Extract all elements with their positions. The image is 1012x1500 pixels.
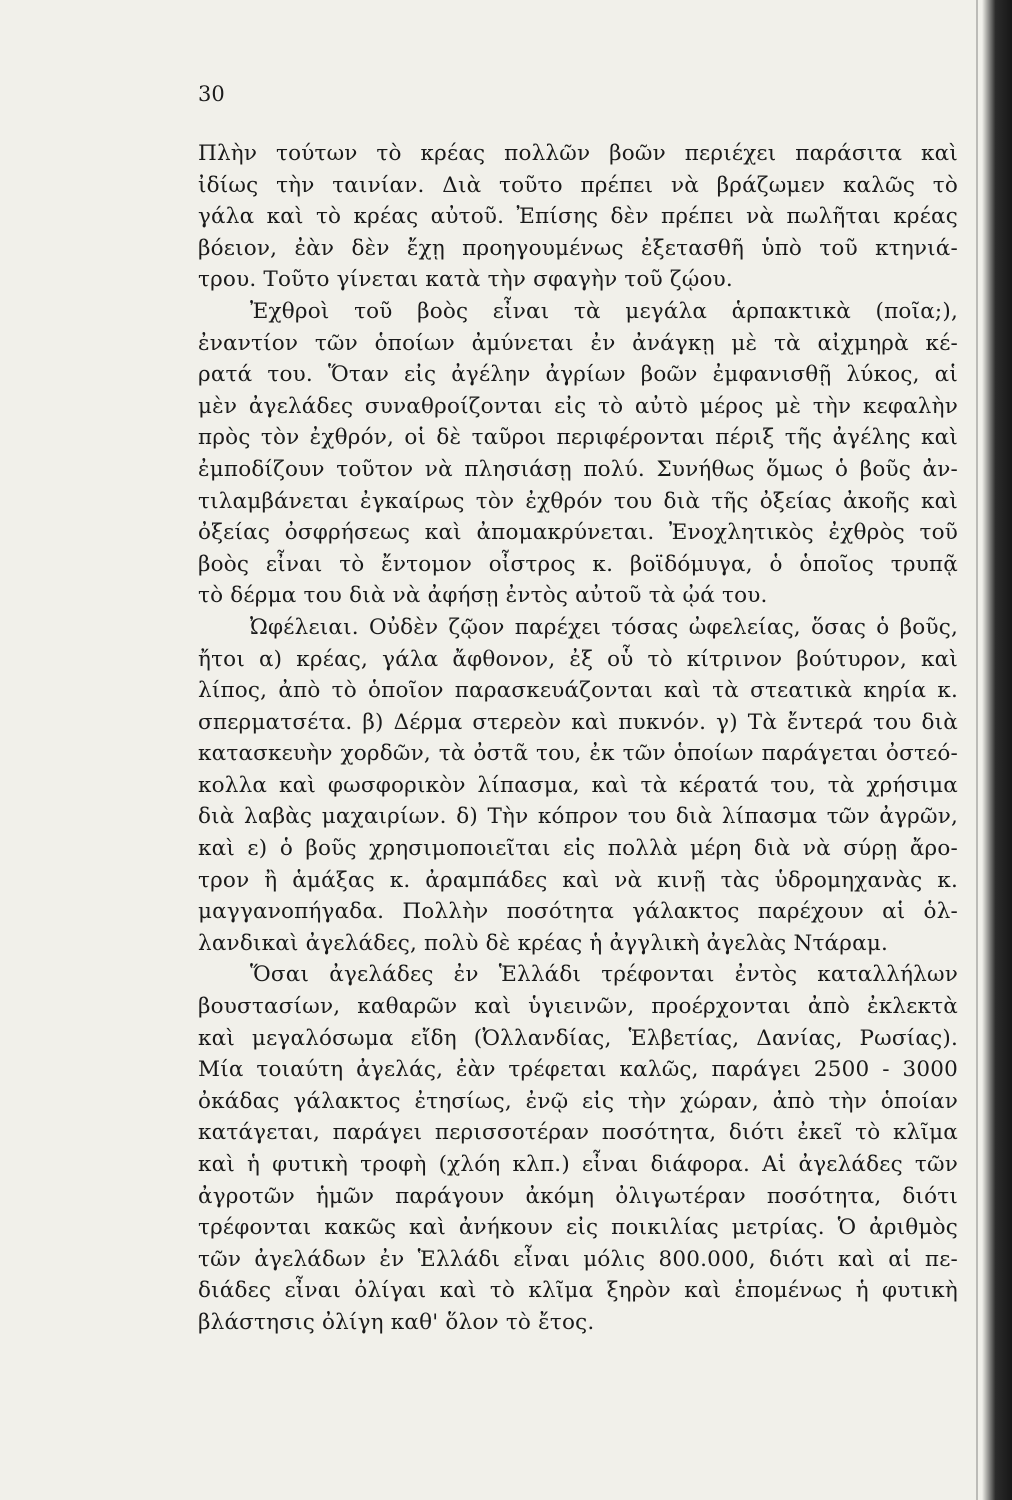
text-line: ἤτοι α) κρέας, γάλα ἄφθονον, ἐξ οὗ τὸ κίτρινον βούτυρον, καὶ [198, 646, 958, 672]
text-line: λανδικαὶ ἀγελάδες, πολὺ δὲ κρέας ἡ ἀγγλικὴ ἀγελὰς Ντάραμ. [198, 930, 889, 956]
text-line: καὶ ἡ φυτικὴ τροφὴ (χλόη κλπ.) εἶναι διάφορα. Αἱ ἀγελάδες τῶν [198, 1152, 958, 1177]
text-line: τῶν ἀγελάδων ἐν Ἑλλάδι εἶναι μόλις 800.000, διότι καὶ αἱ πε- [198, 1246, 958, 1272]
text-line: τιλαμβάνεται ἐγκαίρως τὸν ἐχθρόν του διὰ τῆς ὀξείας ἀκοῆς καὶ [198, 488, 958, 514]
text-line: Μία τοιαύτη ἀγελάς, ἐὰν τρέφεται καλῶς, παράγει 2500 - 3000 [198, 1057, 958, 1083]
text-line: λίπος, ἀπὸ τὸ ὁποῖον παρασκευάζονται καὶ τὰ στεατικὰ κηρία κ. [198, 678, 958, 704]
text-line: Ὠφέλειαι. Οὐδὲν ζῷον παρέχει τόσας ὠφελείας, ὅσας ὁ βοῦς, [250, 614, 958, 640]
text-line: βόειον, ἐὰν δὲν ἔχῃ προηγουμένως ἐξετασθῆ ὑπὸ τοῦ κτηνιά- [198, 235, 958, 261]
text-line: διάδες εἶναι ὀλίγαι καὶ τὸ κλῖμα ξηρὸν καὶ ἑπομένως ἡ φυτικὴ [198, 1278, 958, 1304]
text-line: σπερματσέτα. β) Δέρμα στερεὸν καὶ πυκνόν. γ) Τὰ ἔντερά του διὰ [198, 709, 958, 735]
text-line: ὀκάδας γάλακτος ἐτησίως, ἐνῷ εἰς τὴν χώραν, ἀπὸ τὴν ὁποίαν [198, 1088, 958, 1114]
text-line: Ὅσαι ἀγελάδες ἐν Ἑλλάδι τρέφονται ἐντὸς καταλλήλων [250, 962, 958, 988]
text-line: ἐναντίον τῶν ὁποίων ἀμύνεται ἐν ἀνάγκῃ μὲ τὰ αἰχμηρὰ κέ- [198, 330, 958, 356]
text-line: ἀγροτῶν ἡμῶν παράγουν ἀκόμη ὀλιγωτέραν ποσότητα, διότι [198, 1183, 958, 1209]
page-edge-shadow [982, 0, 1012, 1500]
text-line: τρέφονται κακῶς καὶ ἀνήκουν εἰς ποικιλίας μετρίας. Ὁ ἀριθμὸς [198, 1215, 958, 1241]
text-line: πρὸς τὸν ἐχθρόν, οἱ δὲ ταῦροι περιφέρονται πέριξ τῆς ἀγέλης καὶ [198, 425, 958, 451]
text-line: τρον ἢ ἁμάξας κ. ἀραμπάδες καὶ νὰ κινῇ τὰς ὑδρομηχανὰς κ. [198, 867, 958, 893]
text-line: ἰδίως τὴν ταινίαν. Διὰ τοῦτο πρέπει νὰ βράζωμεν καλῶς τὸ [198, 172, 958, 198]
text-line: γάλα καὶ τὸ κρέας αὐτοῦ. Ἐπίσης δὲν πρέπει νὰ πωλῆται κρέας [198, 204, 958, 230]
text-line: τρου. Τοῦτο γίνεται κατὰ τὴν σφαγὴν τοῦ ζῴου. [198, 267, 733, 293]
text-line: κολλα καὶ φωσφορικὸν λίπασμα, καὶ τὰ κέρατά του, τὰ χρήσιμα [198, 772, 958, 798]
text-line: ρατά του. Ὅταν εἰς ἀγέλην ἀγρίων βοῶν ἐμφανισθῇ λύκος, αἱ [198, 362, 958, 388]
text-line: ὀξείας ὀσφρήσεως καὶ ἀπομακρύνεται. Ἐνοχλητικὸς ἐχθρὸς τοῦ [198, 520, 958, 546]
text-line: καὶ ε) ὁ βοῦς χρησιμοποιεῖται εἰς πολλὰ μέρη διὰ νὰ σύρῃ ἄρο- [198, 836, 958, 862]
text-line: καὶ μεγαλόσωμα εἴδη (Ὀλλανδίας, Ἑλβετίας, Δανίας, Ρωσίας). [198, 1025, 958, 1051]
text-line: μὲν ἀγελάδες συναθροίζονται εἰς τὸ αὐτὸ μέρος μὲ τὴν κεφαλὴν [198, 393, 958, 419]
text-line: Πλὴν τούτων τὸ κρέας πολλῶν βοῶν περιέχει παράσιτα καὶ [198, 141, 958, 166]
text-line: βλάστησις ὀλίγη καθ' ὅλον τὸ ἔτος. [198, 1309, 595, 1335]
text-line: βουστασίων, καθαρῶν καὶ ὑγιεινῶν, προέρχονται ἀπὸ ἐκλεκτὰ [198, 994, 958, 1020]
text-line: Ἐχθροὶ τοῦ βοὸς εἶναι τὰ μεγάλα ἁρπακτικὰ (ποῖα;), [250, 298, 958, 324]
text-line: κατάγεται, παράγει περισσοτέραν ποσότητα, διότι ἐκεῖ τὸ κλῖμα [198, 1120, 958, 1146]
text-line: κατασκευὴν χορδῶν, τὰ ὀστᾶ του, ἐκ τῶν ὁποίων παράγεται ὀστεό- [198, 741, 958, 767]
text-line: ἐμποδίζουν τοῦτον νὰ πλησιάσῃ πολύ. Συνήθως ὅμως ὁ βοῦς ἀν- [198, 456, 958, 482]
text-line: βοὸς εἶναι τὸ ἔντομον οἶστρος κ. βοϊδόμυγα, ὁ ὁποῖος τρυπᾷ [198, 551, 958, 577]
text-line: μαγγανοπήγαδα. Πολλὴν ποσότητα γάλακτος παρέχουν αἱ ὁλ- [198, 899, 958, 925]
page-number: 30 [198, 82, 225, 106]
page-fold-line [976, 0, 978, 1500]
text-line: διὰ λαβὰς μαχαιρίων. δ) Τὴν κόπρον του διὰ λίπασμα τῶν ἀγρῶν, [198, 804, 958, 830]
text-line: τὸ δέρμα του διὰ νὰ ἀφήσῃ ἐντὸς αὐτοῦ τὰ ᾠά του. [198, 583, 768, 609]
body-text [198, 138, 958, 1339]
